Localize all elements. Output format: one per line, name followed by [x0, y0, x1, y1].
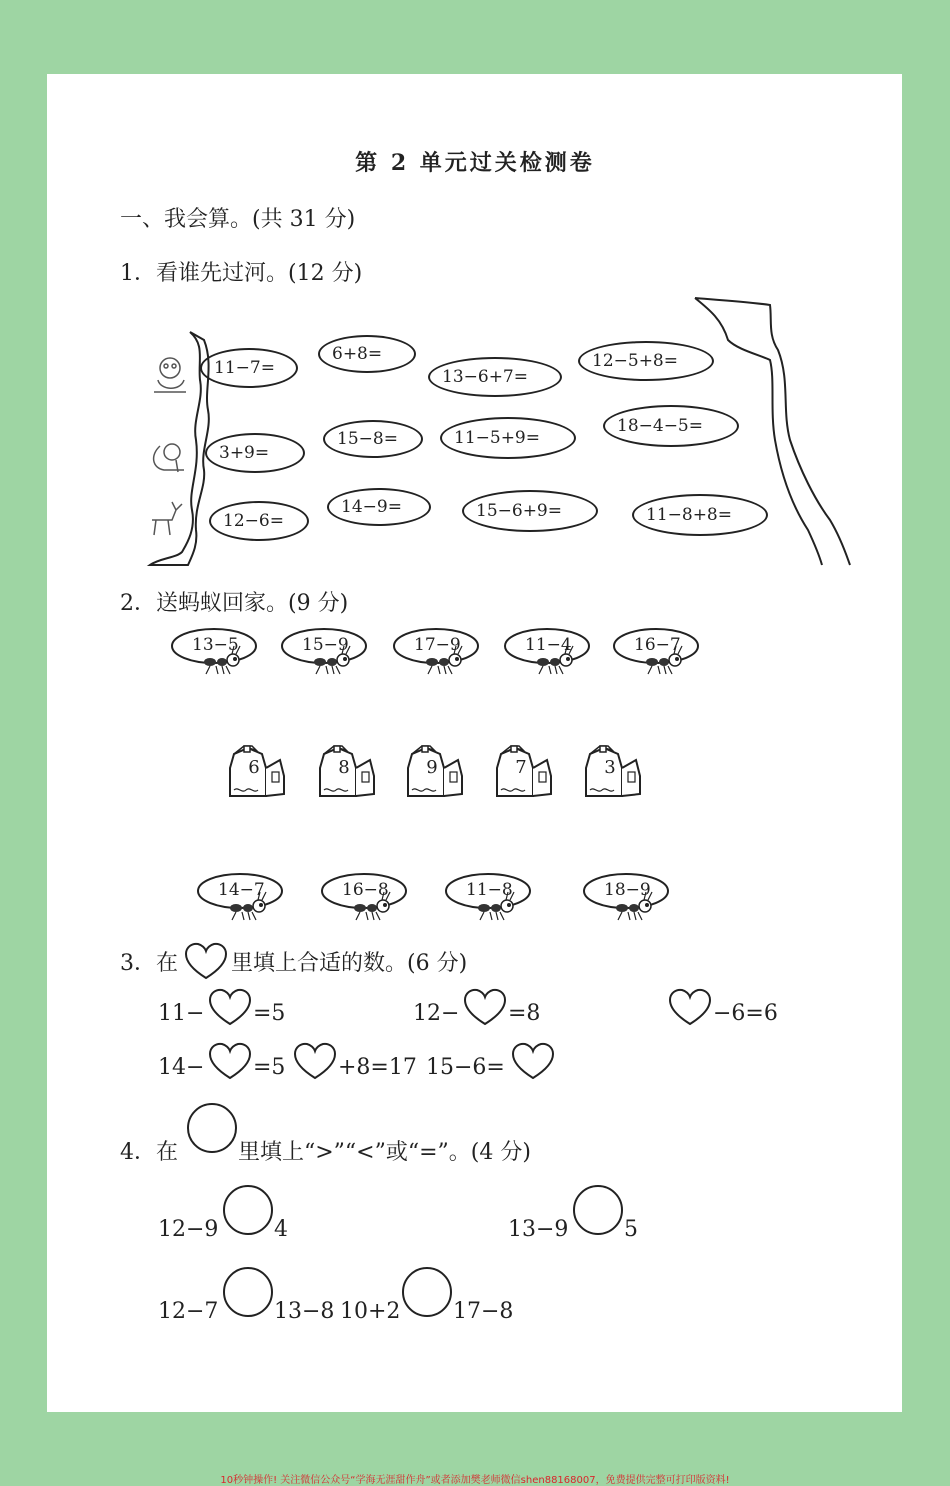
comparison-part: 17−8 — [453, 1299, 514, 1324]
ant-expression: 16−7 — [634, 635, 681, 655]
equation-part: =5 — [253, 1055, 286, 1080]
ant-expression: 17−9 — [414, 635, 461, 655]
heart-icon — [295, 1044, 335, 1078]
river-oval: 6+8= — [318, 335, 416, 373]
circle-blank-icon — [188, 1104, 236, 1152]
house-number: 9 — [426, 757, 438, 778]
heart-icon — [513, 1044, 553, 1078]
river-oval: 11−5+9= — [440, 417, 576, 459]
question-4-label-end: 里填上“>”“<”或“=”。(4 分) — [238, 1140, 531, 1165]
footer-note: 10秒钟操作! 关注微信公众号“学海无涯甜作舟”或者添加樊老师微信shen88168007，免费提供完整可打印版资料! — [220, 1475, 730, 1486]
circle-blank-icon — [224, 1268, 272, 1316]
house-number: 3 — [604, 757, 616, 778]
heart-icon — [210, 990, 250, 1024]
heart-icon — [210, 1044, 250, 1078]
heart-icon — [186, 944, 226, 978]
section-heading: 一、我会算。(共 31 分) — [120, 207, 356, 232]
equation-part: 15−6= — [426, 1055, 505, 1080]
ant-expression: 13−5 — [192, 635, 239, 655]
ant-expression: 16−8 — [342, 880, 389, 900]
equation-part: +8=17 — [338, 1055, 417, 1080]
river-oval: 15−8= — [323, 420, 423, 458]
ant-expression: 14−7 — [218, 880, 265, 900]
equation-part: 14− — [158, 1055, 205, 1080]
comparison-part: 10+2 — [340, 1299, 401, 1324]
river-oval: 12−5+8= — [578, 341, 714, 381]
river-oval: 11−7= — [200, 348, 298, 388]
equation-part: −6=6 — [713, 1001, 778, 1026]
question-1-label: 1．看谁先过河。(12 分) — [120, 261, 363, 286]
ant-expression: 11−8 — [466, 880, 513, 900]
river-oval: 11−8+8= — [632, 494, 768, 536]
river-oval: 14−9= — [327, 488, 431, 526]
river-oval: 12−6= — [209, 501, 309, 541]
house-number: 8 — [338, 757, 350, 778]
heart-icon — [465, 990, 505, 1024]
question-4-label-start: 4．在 — [120, 1140, 178, 1165]
ant-expression: 18−9 — [604, 880, 651, 900]
question-2-label: 2．送蚂蚁回家。(9 分) — [120, 591, 349, 616]
circle-blank-icon — [574, 1186, 622, 1234]
ant-expression: 11−4 — [525, 635, 572, 655]
river-oval: 15−6+9= — [462, 490, 598, 532]
river-oval: 13−6+7= — [428, 357, 562, 397]
equation-part: =8 — [508, 1001, 541, 1026]
comparison-part: 5 — [624, 1217, 638, 1242]
heart-icon — [670, 990, 710, 1024]
ant-expression: 15−9 — [302, 635, 349, 655]
equation-part: =5 — [253, 1001, 286, 1026]
comparison-part: 13−8 — [274, 1299, 335, 1324]
house-number: 7 — [515, 757, 527, 778]
comparison-part: 12−7 — [158, 1299, 219, 1324]
river-oval: 3+9= — [205, 433, 305, 473]
comparison-part: 4 — [274, 1217, 288, 1242]
circle-blank-icon — [224, 1186, 272, 1234]
question-3-label-end: 里填上合适的数。(6 分) — [231, 951, 468, 976]
comparison-part: 13−9 — [508, 1217, 569, 1242]
equation-part: 11− — [158, 1001, 205, 1026]
circle-blank-icon — [403, 1268, 451, 1316]
comparison-part: 12−9 — [158, 1217, 219, 1242]
question-3-label-start: 3．在 — [120, 951, 178, 976]
house-number: 6 — [248, 757, 260, 778]
page-title: 第 2 单元过关检测卷 — [355, 150, 595, 176]
equation-part: 12− — [413, 1001, 460, 1026]
river-oval: 18−4−5= — [603, 405, 739, 447]
